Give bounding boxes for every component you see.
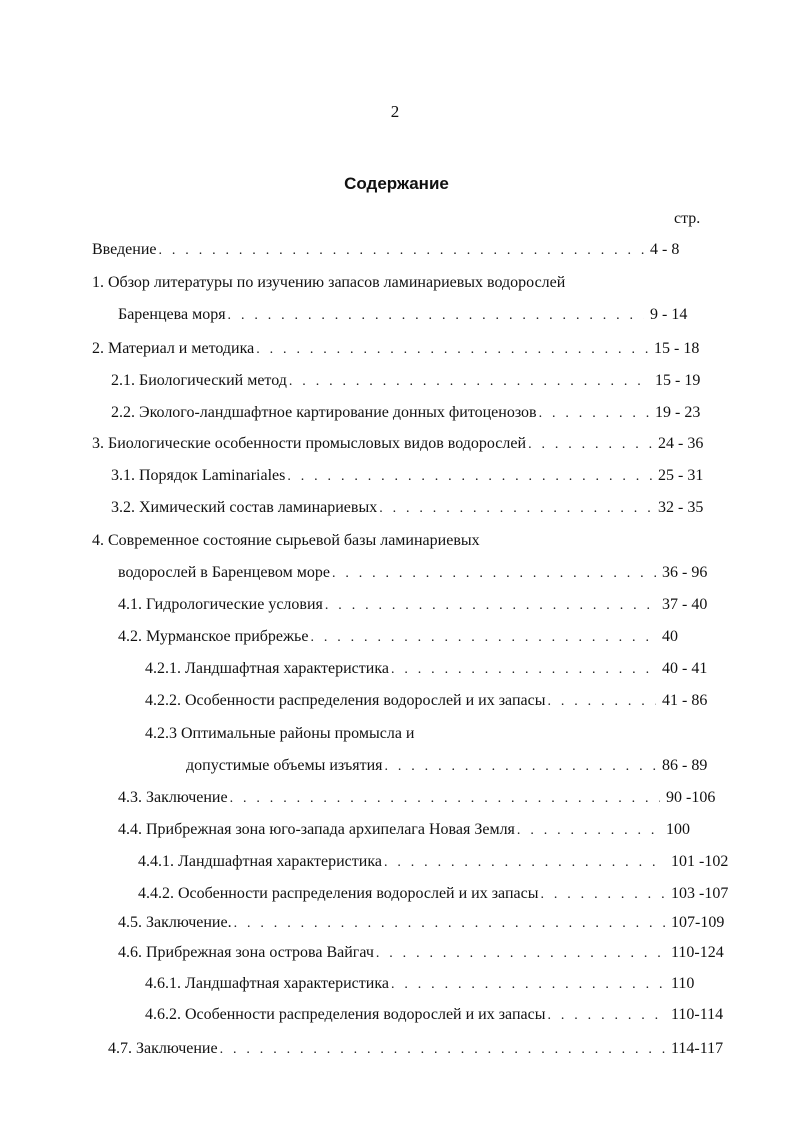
toc-leader-dots xyxy=(517,823,660,839)
toc-leader-dots xyxy=(384,855,665,871)
toc-entry-title: 3. Биологические особенности промысловых видов водорослей xyxy=(92,435,527,452)
toc-entry-title: 4.2.3 Оптимальные районы промысла и xyxy=(145,725,415,742)
toc-entry-pages: 37 - 40 xyxy=(662,596,708,613)
toc-entry xyxy=(145,975,733,997)
toc-entry-pages: 41 - 86 xyxy=(662,692,708,709)
toc-leader-dots xyxy=(384,759,656,775)
toc-leader-dots xyxy=(528,437,652,453)
toc-leader-dots xyxy=(256,342,648,358)
toc-entry xyxy=(186,757,724,779)
toc-leader-dots xyxy=(391,977,665,993)
toc-entry-title: 2.1. Биологический метод xyxy=(111,372,287,389)
toc-entry-pages: 107-109 xyxy=(671,914,725,931)
toc-entry xyxy=(92,340,716,362)
toc-leader-dots xyxy=(325,598,656,614)
toc-entry-title: 4.2.2. Особенности распределения водорослей и их запасы xyxy=(145,692,546,709)
toc-entry xyxy=(138,853,733,875)
pages-column-label: стр. xyxy=(674,210,701,227)
toc-entry xyxy=(145,1006,733,1028)
toc-entry-title: 1. Обзор литературы по изучению запасов ламинариевых водорослей xyxy=(92,274,566,291)
page-title: Содержание xyxy=(344,174,449,193)
toc-entry-title: 4. Современное состояние сырьевой базы ламинариевых xyxy=(92,532,480,549)
toc-entry xyxy=(118,564,724,586)
toc-entry-title: допустимые объемы изъятия xyxy=(186,757,383,774)
toc-entry-title: водорослей в Баренцевом море xyxy=(118,564,330,581)
toc-entry-title: 4.6. Прибрежная зона острова Вайгач xyxy=(118,944,374,961)
toc-entry-pages: 86 - 89 xyxy=(662,757,708,774)
page-number: 2 xyxy=(390,102,400,121)
toc-entry xyxy=(118,306,712,328)
toc-entry-pages: 19 - 23 xyxy=(655,404,701,421)
toc-entry-pages: 40 xyxy=(662,628,678,645)
toc-entry-title: 4.1. Гидрологические условия xyxy=(118,596,323,613)
toc-entry-title: 4.2. Мурманское прибрежье xyxy=(118,628,309,645)
toc-entry-pages: 100 xyxy=(666,821,690,838)
toc-entry-title: Введение xyxy=(92,241,157,258)
toc-entry-pages: 25 - 31 xyxy=(658,467,704,484)
toc-entry-title: 2. Материал и методика xyxy=(92,340,255,357)
toc-entry xyxy=(111,404,717,426)
toc-entry xyxy=(108,1040,733,1062)
toc-entry-title: 4.4. Прибрежная зона юго-запада архипелага Новая Земля xyxy=(118,821,515,838)
toc-entry xyxy=(118,821,728,843)
toc-entry-title: 4.4.2. Особенности распределения водорослей и их запасы xyxy=(138,885,539,902)
toc-leader-dots xyxy=(228,308,644,324)
toc-entry-pages: 4 - 8 xyxy=(650,241,680,258)
toc-leader-dots xyxy=(220,1042,665,1058)
toc-leader-dots xyxy=(234,916,665,932)
toc-entry-pages: 110-114 xyxy=(671,1006,724,1023)
toc-entry xyxy=(145,692,724,714)
toc-entry-pages: 40 - 41 xyxy=(662,660,708,677)
toc-entry-title: 4.4.1. Ландшафтная характеристика xyxy=(138,853,382,870)
toc-entry-pages: 36 - 96 xyxy=(662,564,708,581)
toc-entry-title: 2.2. Эколого-ландшафтное картирование донных фитоценозов xyxy=(111,404,537,421)
toc-leader-dots xyxy=(379,501,652,517)
toc-entry-pages: 32 - 35 xyxy=(658,499,704,516)
toc-leader-dots xyxy=(310,630,656,646)
toc-entry-pages: 110 xyxy=(671,975,695,992)
toc-leader-dots xyxy=(539,406,649,422)
toc-entry xyxy=(111,372,717,394)
toc-leader-dots xyxy=(376,946,665,962)
toc-entry-title: Баренцева моря xyxy=(118,306,226,323)
toc-entry-title: 3.2. Химический состав ламинариевых xyxy=(111,499,378,516)
toc-entry-title: 4.6.1. Ландшафтная характеристика xyxy=(145,975,389,992)
toc-leader-dots xyxy=(230,791,660,807)
toc-entry xyxy=(92,435,720,457)
toc-entry-pages: 9 - 14 xyxy=(650,306,688,323)
toc-entry-title: 4.7. Заключение xyxy=(108,1040,218,1057)
toc-entry xyxy=(118,789,728,811)
toc-entry-title: 3.1. Порядок Laminariales xyxy=(111,467,286,484)
toc-entry-pages: 101 -102 xyxy=(671,853,729,870)
toc-entry xyxy=(118,596,724,618)
toc-entry-pages: 24 - 36 xyxy=(658,435,704,452)
toc-entry-pages: 103 -107 xyxy=(671,885,729,902)
toc-entry xyxy=(111,467,720,489)
toc-leader-dots xyxy=(287,469,652,485)
toc-leader-dots xyxy=(547,694,656,710)
toc-entry xyxy=(92,241,712,263)
toc-leader-dots xyxy=(391,662,656,678)
toc-entry xyxy=(118,944,733,966)
toc-entry-title: 4.5. Заключение. xyxy=(118,914,232,931)
toc-entry-pages: 15 - 19 xyxy=(655,372,701,389)
toc-entry-pages: 110-124 xyxy=(671,944,724,961)
toc-entry-pages: 15 - 18 xyxy=(654,340,700,357)
toc-entry xyxy=(118,914,733,936)
toc-entry xyxy=(145,660,724,682)
toc-entry-title: 4.3. Заключение xyxy=(118,789,228,806)
toc-leader-dots xyxy=(547,1008,665,1024)
toc-leader-dots xyxy=(289,374,649,390)
toc-leader-dots xyxy=(159,243,645,259)
toc-entry xyxy=(118,628,724,650)
toc-entry-title: 4.6.2. Особенности распределения водорослей и их запасы xyxy=(145,1006,546,1023)
toc-entry xyxy=(138,885,733,907)
toc-entry xyxy=(111,499,720,521)
toc-entry-title: 4.2.1. Ландшафтная характеристика xyxy=(145,660,389,677)
toc-leader-dots xyxy=(332,566,656,582)
toc-entry-pages: 90 -106 xyxy=(666,789,716,806)
toc-entry-pages: 114-117 xyxy=(671,1040,724,1057)
toc-leader-dots xyxy=(540,887,665,903)
